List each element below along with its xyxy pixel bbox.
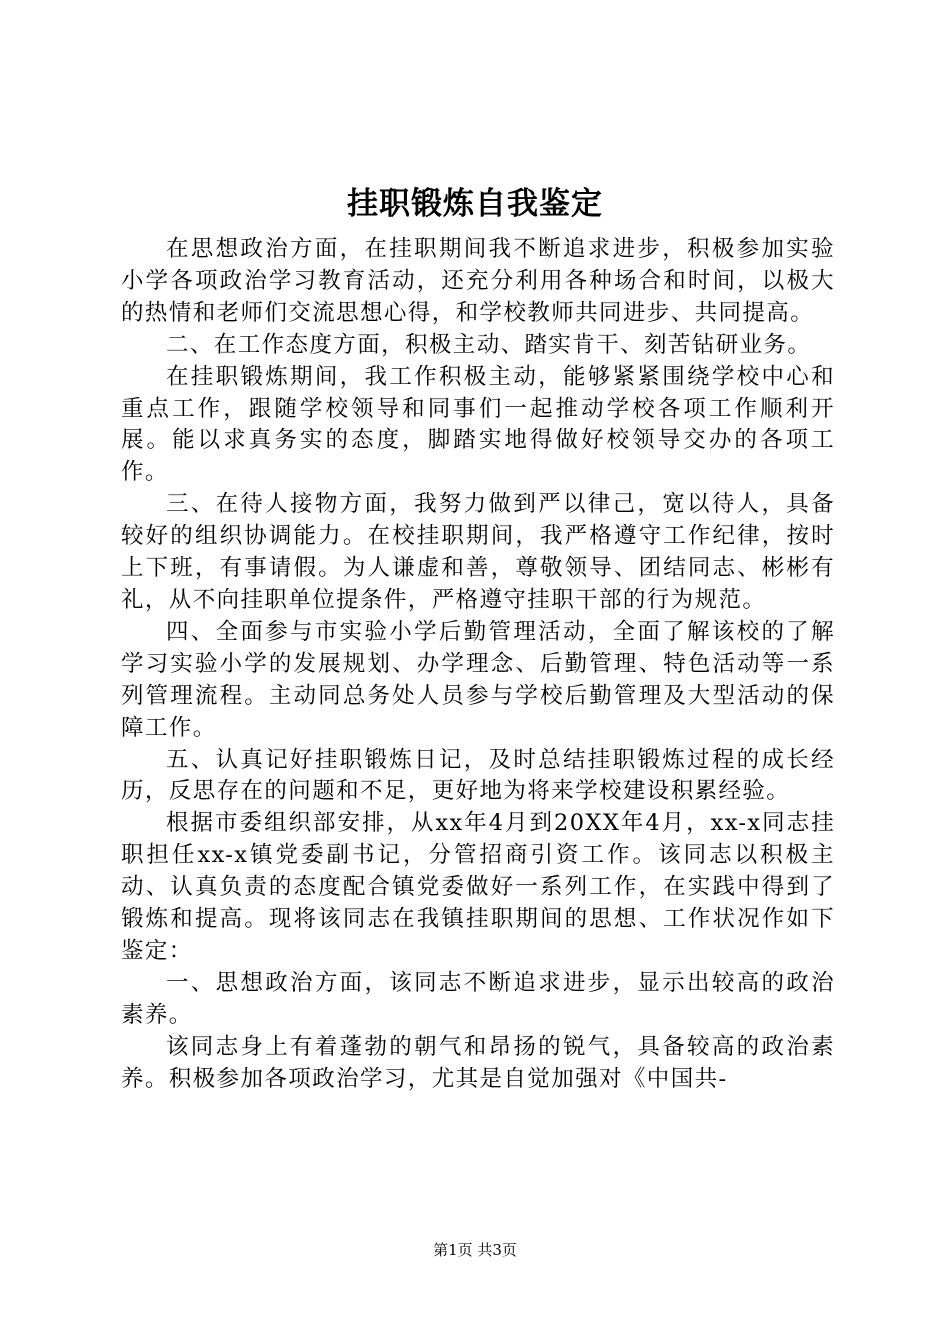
paragraph-9: 该同志身上有着蓬勃的朝气和昂扬的锐气，具备较高的政治素养。积极参加各项政治学习，尤其是自觉加强对《中国共- (121, 1033, 835, 1092)
paragraph-7: 根据市委组织部安排，从xx年4月到20XX年4月，xx-x同志挂职担任xx-x镇党委副书记，分管招商引资工作。该同志以积极主动、认真负责的态度配合镇党委做好一系列工作，在实践中得到了锻炼和提高。现将该同志在我镇挂职期间的思想、工作状况作如下鉴定： (121, 810, 835, 964)
paragraph-3: 在挂职锻炼期间，我工作积极主动，能够紧紧围绕学校中心和重点工作，跟随学校领导和同事们一起推动学校各项工作顺利开展。能以求真务实的态度，脚踏实地得做好校领导交办的各项工作。 (121, 363, 835, 486)
document-body (121, 234, 835, 1095)
paragraph-1: 在思想政治方面，在挂职期间我不断追求进步，积极参加实验小学各项政治学习教育活动，还充分利用各种场合和时间，以极大的热情和老师们交流思想心得，和学校教师共同进步、共同提高。 (121, 236, 835, 326)
document-title: 挂职锻炼自我鉴定 (347, 186, 603, 222)
paragraph-6: 五、认真记好挂职锻炼日记，及时总结挂职锻炼过程的成长经历，反思存在的问题和不足，更好地为将来学校建设积累经验。 (121, 746, 835, 805)
paragraph-4: 三、在待人接物方面，我努力做到严以律己，宽以待人，具备较好的组织协调能力。在校挂职期间，我严格遵守工作纪律，按时上下班，有事请假。为人谦虚和善，尊敬领导、团结同志、彬彬有礼，从不向挂职单位提条件，严格遵守挂职干部的行为规范。 (121, 491, 835, 613)
page-footer: 第1页 共3页 (433, 1241, 517, 1259)
paragraph-5: 四、全面参与市实验小学后勤管理活动，全面了解该校的了解学习实验小学的发展规划、办学理念、后勤管理、特色活动等一系列管理流程。主动同总务处人员参与学校后勤管理及大型活动的保障工作。 (121, 618, 835, 741)
paragraph-2: 二、在工作态度方面，积极主动、踏实肯干、刻苦钻研业务。 (166, 331, 812, 358)
paragraph-8: 一、思想政治方面，该同志不断追求进步，显示出较高的政治素养。 (121, 969, 835, 1028)
